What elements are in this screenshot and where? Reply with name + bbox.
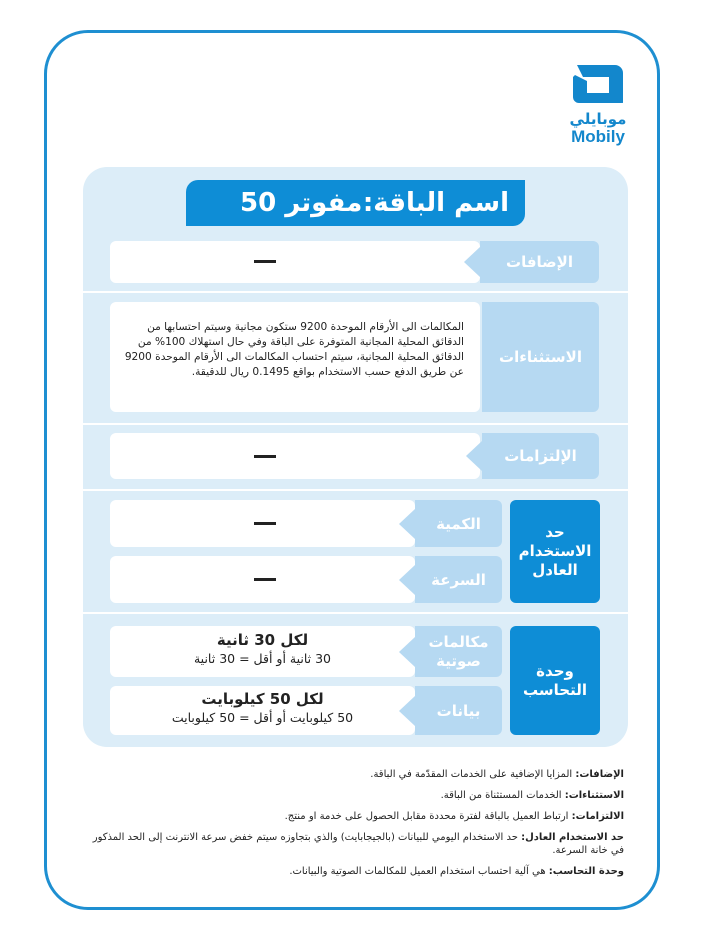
plan-name-value: مفوتر 50 bbox=[240, 188, 363, 218]
plan-name-label: اسم الباقة: bbox=[362, 188, 509, 218]
voice-billing-main: لكل 30 ثانية bbox=[216, 631, 309, 649]
data-value bbox=[110, 689, 415, 727]
data-billing-note: 50 كيلوبايت أو أقل = 50 كيلوبايت bbox=[171, 710, 354, 725]
row-separator bbox=[83, 612, 628, 614]
voice-billing-note: 30 ثانية أو أقل = 30 ثانية bbox=[193, 651, 332, 666]
quantity-value bbox=[254, 522, 276, 525]
addons-value bbox=[254, 260, 276, 263]
note-item: الاستثناءات: الخدمات المستثناة من الباقة. bbox=[440, 790, 624, 801]
row-separator bbox=[83, 423, 628, 425]
quantity-label: الكمية bbox=[415, 500, 502, 547]
note-item: حد الاستخدام العادل: حد الاستخدام اليومي للبيانات (بالجيجابايت) والذي بتجاوزه سيتم خفض سرعة الانترنت إلى الحد المذكور في خانة السرعة. bbox=[92, 832, 624, 856]
exceptions-text: المكالمات الى الأرقام الموحدة 9200 ستكون مجانية وسيتم احتسابها من الدقائق المحلية المجانية المتوفرة على الباقة وفي حال استهلاك 100% من الدقائق المحلية المجانية، سيتم احتساب المكالمات الى الأرقام الموحدة 9200 عن طريق الدفع حسب الاستخدام بواقع 0.1495 ريال للدقيقة. bbox=[124, 321, 464, 378]
voice-value bbox=[110, 630, 415, 668]
plan-name-header bbox=[186, 180, 525, 226]
data-label: بيانات bbox=[415, 686, 502, 735]
row-separator bbox=[83, 291, 628, 293]
brand-name-ar: موبايلي bbox=[569, 110, 627, 128]
row-separator bbox=[83, 489, 628, 491]
exceptions-label: الاستثناءات bbox=[482, 302, 599, 412]
speed-value bbox=[254, 578, 276, 581]
note-item: الالتزامات: ارتباط العميل بالباقة لفترة محددة مقابل الحصول على خدمة او منتج. bbox=[284, 811, 624, 822]
note-item: وحدة التحاسب: هي آلية احتساب استخدام العميل للمكالمات الصوتية والبيانات. bbox=[289, 866, 624, 877]
fair-use-label: حد الاستخدام العادل bbox=[510, 500, 600, 603]
mobily-logo-icon bbox=[571, 63, 625, 109]
data-billing-main: لكل 50 كيلوبايت bbox=[201, 690, 324, 708]
quantity-value-box bbox=[110, 500, 415, 547]
speed-value-box bbox=[110, 556, 415, 603]
note-item: الإضافات: المزايا الإضافية على الخدمات المقدّمة في الباقة. bbox=[370, 769, 624, 780]
commitments-value-box bbox=[110, 433, 480, 479]
commitments-label: الإلتزامات bbox=[482, 433, 599, 479]
voice-label: مكالمات صوتية bbox=[415, 626, 502, 677]
brand-name-en: Mobily bbox=[571, 127, 625, 146]
commitments-value bbox=[254, 455, 276, 458]
definitions-notes bbox=[92, 768, 624, 886]
addons-value-box bbox=[110, 241, 480, 283]
mobily-logo bbox=[566, 63, 630, 145]
billing-unit-label: وحدة التحاسب bbox=[510, 626, 600, 735]
speed-label: السرعة bbox=[415, 556, 502, 603]
addons-label: الإضافات bbox=[480, 241, 599, 283]
